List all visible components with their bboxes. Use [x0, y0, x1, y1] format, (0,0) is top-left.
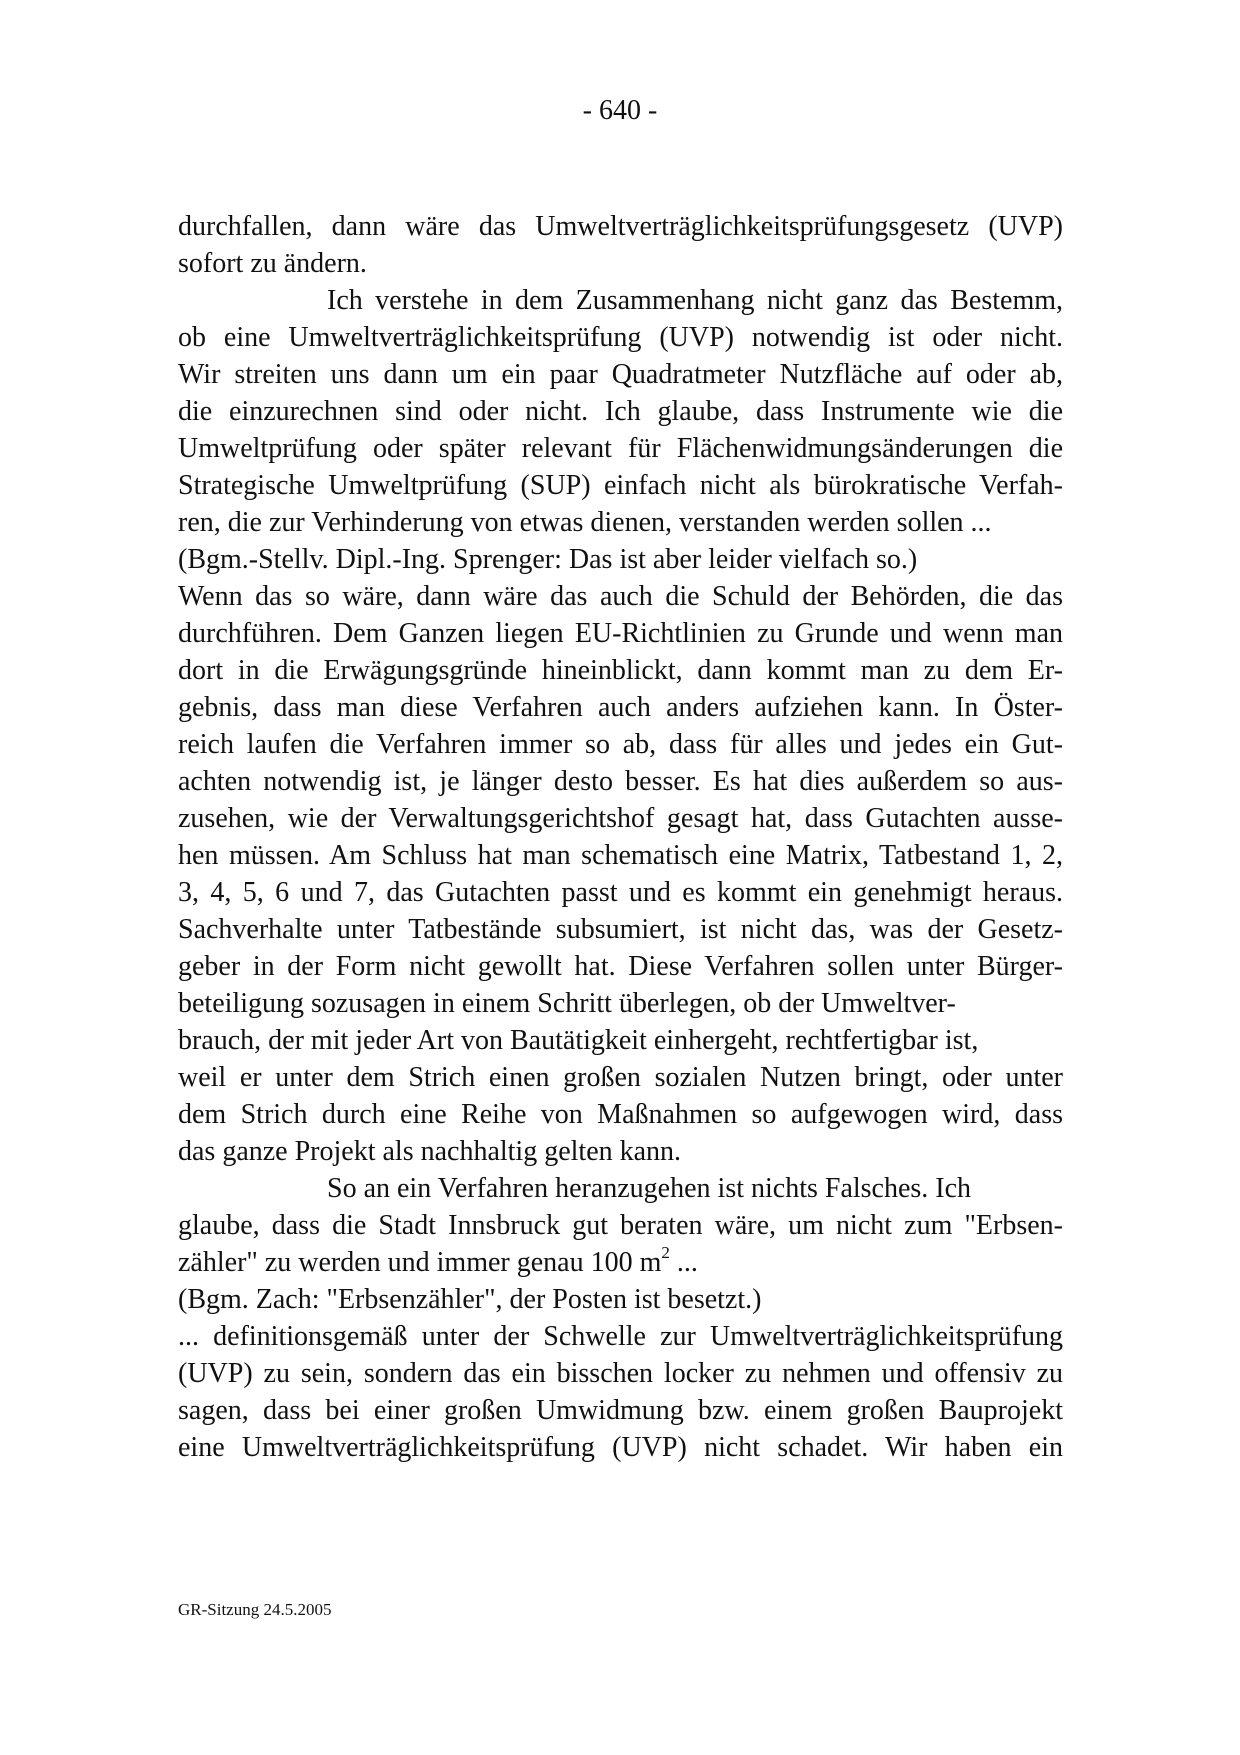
text-line [178, 1244, 1063, 1281]
text-line: ob eine Umweltverträglichkeitsprüfung (UVP) notwendig ist oder nicht. [178, 322, 1063, 353]
text-line: (Bgm.-Stellv. Dipl.-Ing. Sprenger: Das ist aber leider vielfach so.) [178, 544, 918, 575]
text-line: sagen, dass bei einer großen Umwidmung bzw. einem großen Bauprojekt [178, 1395, 1063, 1426]
text-line: So an ein Verfahren heranzugehen ist nichts Falsches. Ich [327, 1173, 972, 1204]
text-line: beteiligung sozusagen in einem Schritt überlegen, ob der Umweltver- [178, 988, 956, 1019]
text-line: Wir streiten uns dann um ein paar Quadratmeter Nutzfläche auf oder ab, [178, 359, 1063, 390]
text-line: die einzurechnen sind oder nicht. Ich glaube, dass Instrumente wie die [178, 396, 1063, 427]
text-segment: zähler" zu werden und immer genau 100 m [178, 1247, 662, 1278]
footer: GR-Sitzung 24.5.2005 [178, 1600, 332, 1619]
text-line: Ich verstehe in dem Zusammenhang nicht ganz das Bestemm, [327, 285, 1063, 316]
text-line: dem Strich durch eine Reihe von Maßnahmen so aufgewogen wird, dass [178, 1099, 1063, 1130]
text-line: geber in der Form nicht gewollt hat. Diese Verfahren sollen unter Bürger- [178, 951, 1063, 982]
text-line: brauch, der mit jeder Art von Bautätigkeit einhergeht, rechtfertigbar ist, [178, 1025, 979, 1056]
text-line: ... definitionsgemäß unter der Schwelle zur Umweltverträglichkeitsprüfung [178, 1321, 1063, 1352]
text-line: das ganze Projekt als nachhaltig gelten kann. [178, 1136, 682, 1167]
text-line: Wenn das so wäre, dann wäre das auch die Schuld der Behörden, die das [178, 581, 1063, 612]
text-line: (Bgm. Zach: "Erbsenzähler", der Posten ist besetzt.) [178, 1284, 762, 1315]
text-line: Sachverhalte unter Tatbestände subsumiert, ist nicht das, was der Gesetz- [178, 914, 1063, 945]
text-line: sofort zu ändern. [178, 248, 367, 279]
text-line: hen müssen. Am Schluss hat man schematisch eine Matrix, Tatbestand 1, 2, [178, 840, 1063, 871]
text-line: Strategische Umweltprüfung (SUP) einfach nicht als bürokratische Verfah- [178, 470, 1063, 501]
text-line: reich laufen die Verfahren immer so ab, dass für alles und jedes ein Gut- [178, 729, 1063, 760]
text-segment: ... [669, 1247, 698, 1278]
text-line: ren, die zur Verhinderung von etwas dienen, verstanden werden sollen ... [178, 507, 992, 538]
text-line: gebnis, dass man diese Verfahren auch anders aufziehen kann. In Öster- [178, 692, 1063, 723]
text-line: (UVP) zu sein, sondern das ein bisschen locker zu nehmen und offensiv zu [178, 1358, 1063, 1389]
text-line: 3, 4, 5, 6 und 7, das Gutachten passt und es kommt ein genehmigt heraus. [178, 877, 1063, 908]
page-number: - 640 - [582, 95, 658, 126]
text-line: zusehen, wie der Verwaltungsgerichtshof gesagt hat, dass Gutachten ausse- [178, 803, 1063, 834]
text-line: dort in die Erwägungsgründe hineinblickt, dann kommt man zu dem Er- [178, 655, 1063, 686]
text-line: Umweltprüfung oder später relevant für Flächenwidmungsänderungen die [178, 433, 1063, 464]
text-line: weil er unter dem Strich einen großen sozialen Nutzen bringt, oder unter [178, 1062, 1063, 1093]
text-line: achten notwendig ist, je länger desto besser. Es hat dies außerdem so aus- [178, 766, 1063, 797]
text-line: glaube, dass die Stadt Innsbruck gut beraten wäre, um nicht zum "Erbsen- [178, 1210, 1063, 1241]
text-line: durchfallen, dann wäre das Umweltverträglichkeitsprüfungsgesetz (UVP) [178, 211, 1063, 242]
text-line: eine Umweltverträglichkeitsprüfung (UVP) nicht schadet. Wir haben ein [178, 1432, 1063, 1463]
superscript: 2 [661, 1242, 670, 1262]
text-line: durchführen. Dem Ganzen liegen EU-Richtlinien zu Grunde und wenn man [178, 618, 1063, 649]
